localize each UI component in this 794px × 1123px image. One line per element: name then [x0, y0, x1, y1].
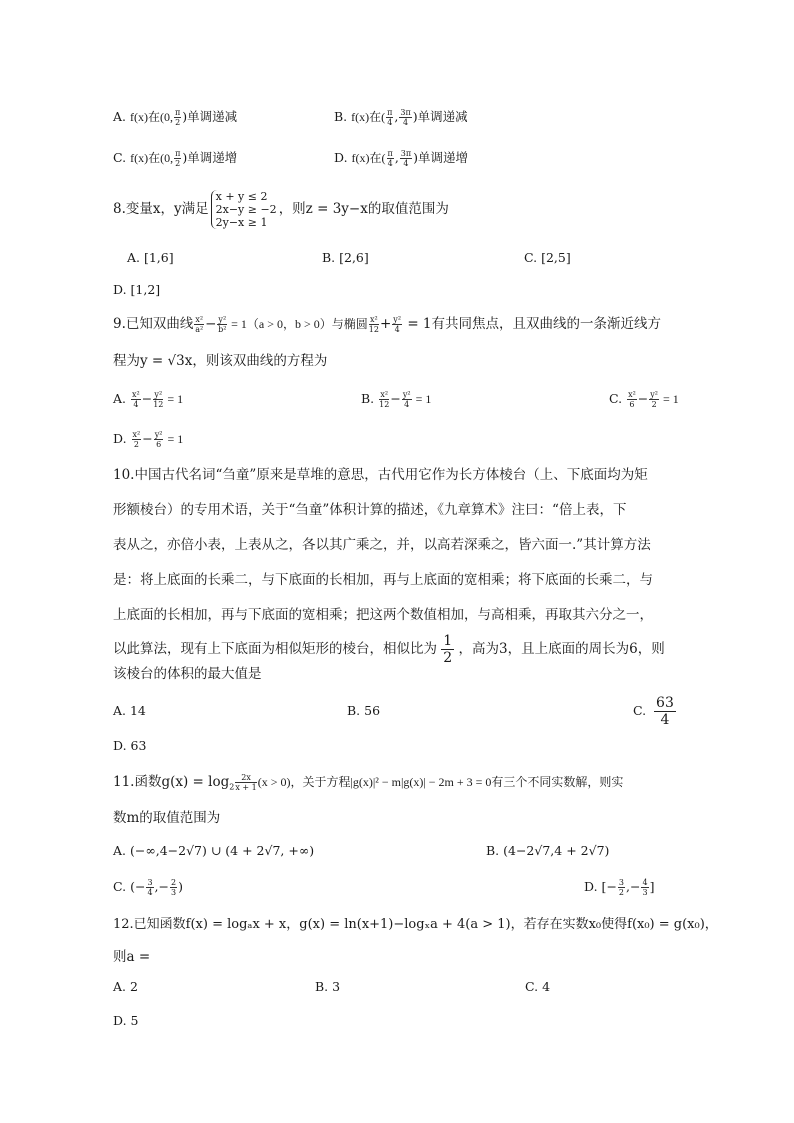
option-text: )单调递增 — [182, 150, 238, 165]
q9-option-a: A. $\frac{\text{x²}}{4}$ − $\frac{\text{y²}}{12}$ = 1 — [113, 390, 184, 409]
comma: , — [394, 150, 399, 165]
q11-stem-line-2: 数m的取值范围为 — [113, 810, 221, 826]
fraction: $\frac{\text{x²}}{2}$ — [132, 430, 141, 449]
fraction: $\frac{\text{y²}}{\text{b²}}$ — [218, 315, 227, 334]
fraction: $\frac{4}{3}$ — [642, 878, 648, 897]
option-letter: B. — [361, 391, 375, 406]
fraction: $\frac{3\pi}{4}$ — [400, 108, 411, 127]
q7-option-d — [334, 148, 468, 168]
q7-option-a — [113, 107, 237, 127]
q10-option-d: D. 63 — [113, 738, 147, 753]
q10-option-c — [633, 691, 676, 731]
q10-line-3: 表从之，亦倍小表，上表从之，各以其广乘之，并，以高若深乘之，皆六面一.”其计算方法 — [113, 537, 651, 553]
option-letter: A. — [113, 109, 127, 124]
q8-option-d: D. [1,2] — [113, 282, 161, 297]
bracket: ] — [649, 879, 655, 894]
bracket: ( — [130, 879, 135, 894]
fraction: $\frac{\text{x²}}{\text{a²}}$ — [195, 315, 204, 334]
q10-option-b: B. 56 — [347, 703, 381, 718]
ratio-fraction: $\frac{1}{2}$ — [443, 633, 453, 666]
q10-option-a: A. 14 — [113, 703, 146, 718]
option-letter: C. — [609, 391, 623, 406]
fraction: $\frac{2}{3}$ — [171, 878, 177, 897]
fraction: $\frac{3\pi}{4}$ — [400, 149, 412, 168]
q12-option-a: A. 2 — [113, 979, 138, 994]
fraction: $\frac{\text{y²}}{6}$ — [154, 430, 163, 449]
option-letter: B. — [334, 109, 348, 124]
constraint-system: x + y ≤ 2 2x−y ≥ −2 2y−x ≥ 1 — [211, 190, 277, 229]
bracket: [ — [601, 879, 607, 894]
option-letter: C. — [113, 879, 127, 894]
q11-option-a: A. (−∞,4−2√7) ∪ (4 + 2√7, +∞) — [113, 843, 315, 858]
comma: , — [626, 879, 630, 894]
q11-stem-line-1 — [113, 772, 623, 792]
text: = 1 — [164, 432, 184, 446]
fraction: $\frac{\text{x²}}{12}$ — [368, 315, 379, 334]
q9-stem-line-2: 程为y = √3x，则该双曲线的方程为 — [113, 353, 328, 369]
q10-line-2: 形额棱台）的专用术语，关于“刍童”体积计算的描述，《九章算术》注曰：“倍上表，下 — [113, 502, 627, 518]
fraction: $\frac{\text{x²}}{6}$ — [628, 390, 636, 409]
q9-option-d: D. $\frac{\text{x²}}{2}$ − $\frac{\text{y²}}{6}$ = 1 — [113, 430, 184, 449]
text: (x > 0)，关于方程|g(x)|² − m|g(x)| − 2m + 3 = 0有三个不同实数解，则实 — [257, 775, 624, 789]
option-text: f(x)在(0, — [130, 110, 173, 124]
q10-line-6 — [113, 629, 665, 669]
fraction: $\frac{\pi}{2}$ — [175, 149, 181, 168]
text: ，高为3，且上底面的周长为6，则 — [458, 641, 665, 657]
fraction: $\frac{3}{2}$ — [618, 878, 625, 897]
option-text: )单调递减 — [412, 109, 468, 124]
text: 9.已知双曲线 — [113, 316, 194, 332]
option-text: f(x)在(0, — [130, 151, 174, 165]
text: = 1（a > 0，b > 0）与椭圆 — [228, 317, 368, 331]
q10-line-7: 该棱台的体积的最大值是 — [113, 666, 262, 682]
fraction: $\frac{\pi}{4}$ — [387, 108, 393, 127]
option-text: )单调递增 — [413, 150, 469, 165]
option-letter: D. — [584, 879, 598, 894]
fraction: $\frac{\text{y²}}{4}$ — [393, 315, 402, 334]
fraction: $\frac{\text{y²}}{4}$ — [402, 390, 411, 409]
fraction: $\frac{\text{x²}}{12}$ — [379, 390, 390, 409]
q11-option-d: D. [− $\frac{3}{2}$ ,− $\frac{4}{3}$ ] — [584, 878, 655, 897]
q10-line-1: 10.中国古代名词“刍童”原来是草堆的意思，古代用它作为长方体棱台（上、下底面均为矩 — [113, 467, 648, 483]
q8-option-b: B. [2,6] — [322, 250, 369, 265]
q12-option-d: D. 5 — [113, 1013, 139, 1028]
q8-prefix: 8.变量x，y满足 — [113, 201, 209, 217]
fraction: $\frac{3}{4}$ — [147, 878, 153, 897]
option-text: )单调递减 — [182, 109, 238, 124]
fraction: $\frac{63}{4}$ — [656, 695, 674, 728]
q8-suffix: ，则z = 3y−x的取值范围为 — [278, 201, 449, 217]
q9-option-c: C. $\frac{\text{x²}}{6}$ − $\frac{\text{y²}}{2}$ = 1 — [609, 390, 679, 409]
fraction: $\frac{\pi}{4}$ — [387, 149, 393, 168]
q9-stem-line-1: 9.已知双曲线 $\frac{\text{x²}}{\text{a²}}$ − $\frac{\text{y²}}{\text{b²}}$ = 1（a > 0，b > 0）与椭圆 $\frac{\text{x²}}{12}$ + $\frac{\text{y²}}{4}$ = 1有共同焦点，且双曲线的一条渐近线方 — [113, 315, 662, 334]
option-letter: D. — [113, 431, 127, 446]
q8-option-c: C. [2,5] — [524, 250, 571, 265]
text: = 1 — [660, 392, 679, 406]
q12-stem-line-1: 12.已知函数f(x) = logₐx + x，g(x) = ln(x+1)−logₓa + 4(a > 1)，若存在实数x₀使得f(x₀) = g(x₀)， — [113, 917, 718, 932]
log-base: 2 — [229, 782, 235, 792]
option-letter: D. — [334, 150, 348, 165]
text: = 1 — [412, 392, 432, 406]
q9-option-b: B. $\frac{\text{x²}}{12}$ − $\frac{\text{y²}}{4}$ = 1 — [361, 390, 432, 409]
text: = 1 — [164, 392, 184, 406]
option-text: f(x)在( — [351, 151, 386, 165]
q8-option-a: A. [1,6] — [127, 250, 174, 265]
q8-stem — [113, 188, 449, 230]
comma: , — [394, 109, 399, 124]
fraction: $\frac{2x}{x + 1}$ — [235, 773, 257, 792]
text: = 1有共同焦点，且双曲线的一条渐近线方 — [403, 316, 662, 332]
text: 以此算法，现有上下底面为相似矩形的棱台，相似比为 — [113, 641, 437, 657]
q12-stem-line-2: 则a = — [113, 949, 151, 965]
q12-option-c: C. 4 — [525, 979, 551, 994]
fraction: $\frac{\text{y²}}{2}$ — [650, 390, 659, 409]
q7-option-b — [334, 107, 468, 127]
option-letter: A. — [113, 391, 127, 406]
bracket: ) — [178, 879, 183, 894]
option-letter: C. — [113, 150, 127, 165]
q11-option-b: B. (4−2√7,4 + 2√7) — [486, 843, 610, 858]
q10-line-4: 是：将上底面的长乘二，与下底面的长相加，再与上底面的宽相乘；将下底面的长乘二，与 — [113, 572, 653, 588]
comma: , — [154, 879, 159, 894]
q10-line-5: 上底面的长相加，再与下底面的宽相乘；把这两个数值相加，与高相乘，再取其六分之一， — [113, 607, 653, 623]
fraction: $\frac{\text{y²}}{12}$ — [153, 390, 164, 409]
option-letter: C. — [633, 703, 647, 718]
fraction: $\frac{\text{x²}}{4}$ — [132, 390, 140, 409]
q12-option-b: B. 3 — [315, 979, 341, 994]
text: 11.函数g(x) = log — [113, 774, 230, 790]
fraction: $\frac{\pi}{2}$ — [175, 108, 181, 127]
q7-option-c — [113, 148, 237, 168]
q11-option-c: C. (− $\frac{3}{4}$ ,− $\frac{2}{3}$ ) — [113, 878, 183, 897]
option-text: f(x)在( — [351, 110, 386, 124]
